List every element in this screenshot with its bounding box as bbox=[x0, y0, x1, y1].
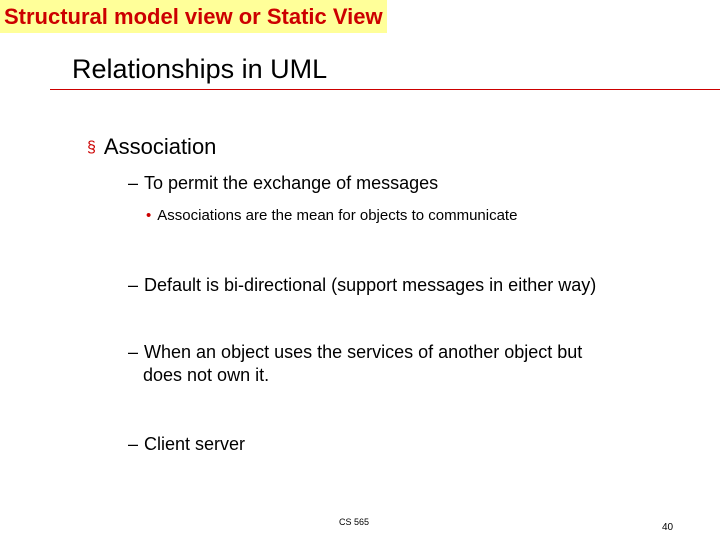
sub-point-line bbox=[128, 341, 582, 364]
sub-sub-point-communicate bbox=[146, 206, 517, 226]
sub-point-services bbox=[128, 341, 582, 387]
dash-marker: – bbox=[128, 275, 139, 295]
sub-sub-point-text: Associations are the mean for objects to communicate bbox=[157, 207, 518, 224]
section-banner: Structural model view or Static View bbox=[0, 0, 387, 33]
sub-point-text: To permit the exchange of messages bbox=[144, 173, 439, 193]
course-footer: CS 565 bbox=[339, 517, 370, 527]
sub-point-continuation: does not own it. bbox=[143, 365, 270, 385]
dot-marker: • bbox=[146, 207, 152, 224]
sub-point-client-server bbox=[128, 433, 245, 456]
sub-point-exchange bbox=[128, 172, 438, 195]
dash-marker: – bbox=[128, 342, 139, 362]
title-divider bbox=[50, 89, 720, 90]
dash-marker: – bbox=[128, 173, 139, 193]
page-number: 40 bbox=[662, 522, 674, 533]
bullet-text: Association bbox=[103, 134, 217, 159]
sub-point-text: When an object uses the services of another object but bbox=[144, 342, 583, 362]
sub-point-text: Client server bbox=[144, 434, 246, 454]
slide-title: Relationships in UML bbox=[72, 54, 328, 84]
bullet-marker: § bbox=[87, 139, 96, 156]
dash-marker: – bbox=[128, 434, 139, 454]
sub-point-bidirectional bbox=[128, 274, 596, 297]
sub-point-text: Default is bi-directional (support messages in either way) bbox=[144, 275, 597, 295]
bullet-association bbox=[87, 133, 216, 162]
